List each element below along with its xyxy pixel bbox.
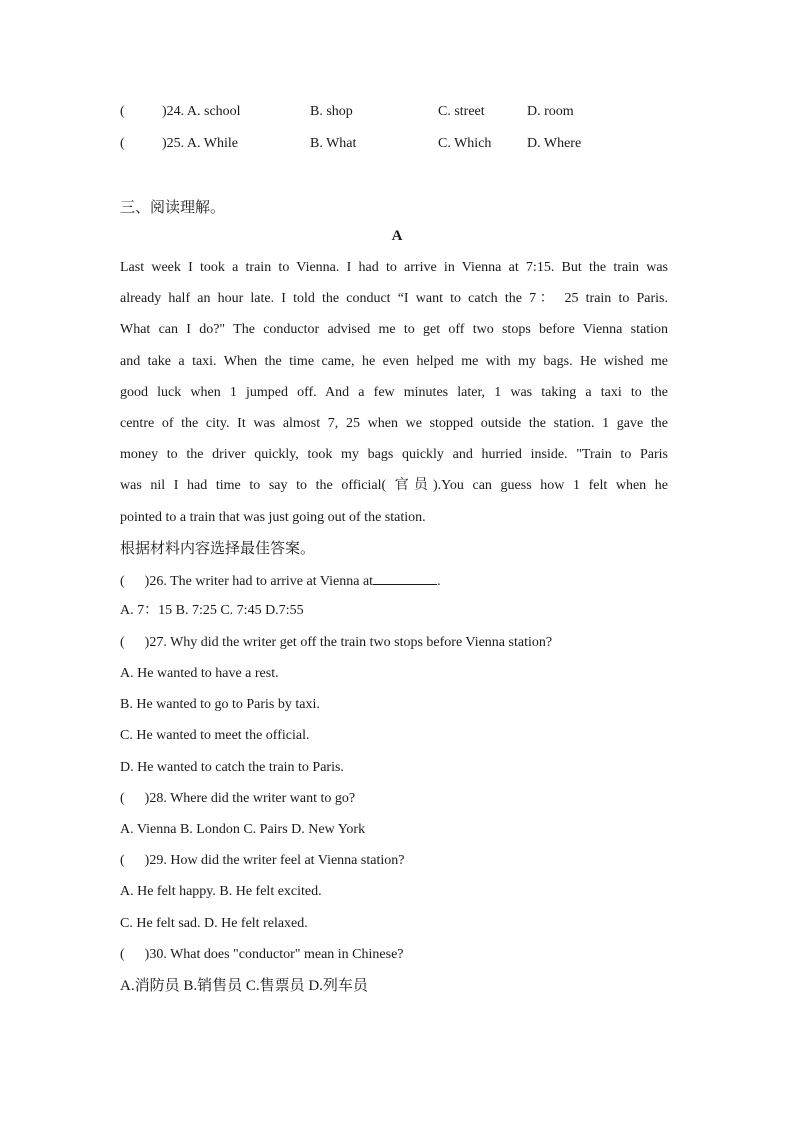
question-27 <box>120 633 552 653</box>
question-26-stem: )26. The writer had to arrive at Vienna at <box>144 574 374 589</box>
question-25-option-d: D. Where <box>527 136 582 151</box>
answer-paren: ( <box>120 104 125 119</box>
question-26-options: A. 7：15 B. 7:25 C. 7:45 D.7:55 <box>120 603 304 618</box>
answer-paren: ( <box>120 791 125 806</box>
question-25 <box>120 134 680 154</box>
section-heading: 三、阅读理解。 <box>120 200 226 216</box>
question-29-options-ab: A. He felt happy. B. He felt excited. <box>120 884 322 899</box>
answer-paren: ( <box>120 635 125 650</box>
question-27-option-a: A. He wanted to have a rest. <box>120 666 279 681</box>
question-27-stem: )27. Why did the writer get off the train two stops before Vienna station? <box>144 635 553 650</box>
passage-line: and take a taxi. When the time came, he even helped me with my bags. He wished me <box>120 353 668 369</box>
question-29-stem: )29. How did the writer feel at Vienna station? <box>144 853 405 868</box>
passage-line: Last week I took a train to Vienna. I had to arrive in Vienna at 7:15. But the train was <box>120 260 668 275</box>
question-28 <box>120 789 355 809</box>
passage-line: centre of the city. It was almost 7, 25 when we stopped outside the station. 1 gave the <box>120 415 668 431</box>
question-27-option-d: D. He wanted to catch the train to Paris. <box>120 760 344 775</box>
question-30-stem: )30. What does "conductor" mean in Chinese? <box>144 947 404 962</box>
question-26-stem-end: . <box>437 574 441 589</box>
question-27-option-c: C. He wanted to meet the official. <box>120 728 310 743</box>
answer-paren: ( <box>120 574 125 589</box>
question-30 <box>120 945 404 965</box>
answer-blank[interactable] <box>373 570 437 585</box>
passage-line: pointed to a train that was just going out of the station. <box>120 509 426 525</box>
question-26 <box>120 570 441 590</box>
question-24-option-b: B. shop <box>310 104 353 119</box>
question-25-option-c: C. Which <box>438 136 492 151</box>
passage-line: good luck when 1 jumped off. And a few minutes later, 1 was taking a taxi to the <box>120 384 668 400</box>
passage-line: already half an hour late. I told the conduct “I want to catch the 7： 25 train to Paris. <box>120 291 668 307</box>
answer-paren: ( <box>120 947 125 962</box>
answer-paren: ( <box>120 853 125 868</box>
question-24-option-d: D. room <box>527 104 574 119</box>
question-25-option-b: B. What <box>310 136 357 151</box>
question-25-option-a: )25. A. While <box>162 136 238 151</box>
question-24 <box>120 102 680 122</box>
passage-line: What can I do?" The conductor advised me to get off two stops before Vienna station <box>120 322 668 338</box>
reading-passage <box>120 257 668 538</box>
passage-line: was nil I had time to say to the official( 官员).You can guess how 1 felt when he <box>120 478 668 494</box>
instruction: 根据材料内容选择最佳答案。 <box>120 541 316 557</box>
answer-paren: ( <box>120 136 125 151</box>
question-30-options: A.消防员 B.销售员 C.售票员 D.列车员 <box>120 978 368 994</box>
question-27-option-b: B. He wanted to go to Paris by taxi. <box>120 697 320 712</box>
question-24-option-c: C. street <box>438 104 485 119</box>
question-29 <box>120 851 404 871</box>
passage-title: A <box>391 228 403 244</box>
question-28-options: A. Vienna B. London C. Pairs D. New York <box>120 822 366 837</box>
question-24-option-a: )24. A. school <box>162 104 241 119</box>
question-28-stem: )28. Where did the writer want to go? <box>144 791 356 806</box>
question-29-options-cd: C. He felt sad. D. He felt relaxed. <box>120 916 308 931</box>
passage-line: money to the driver quickly, took my bags quickly and hurried inside. "Train to Paris <box>120 447 668 463</box>
